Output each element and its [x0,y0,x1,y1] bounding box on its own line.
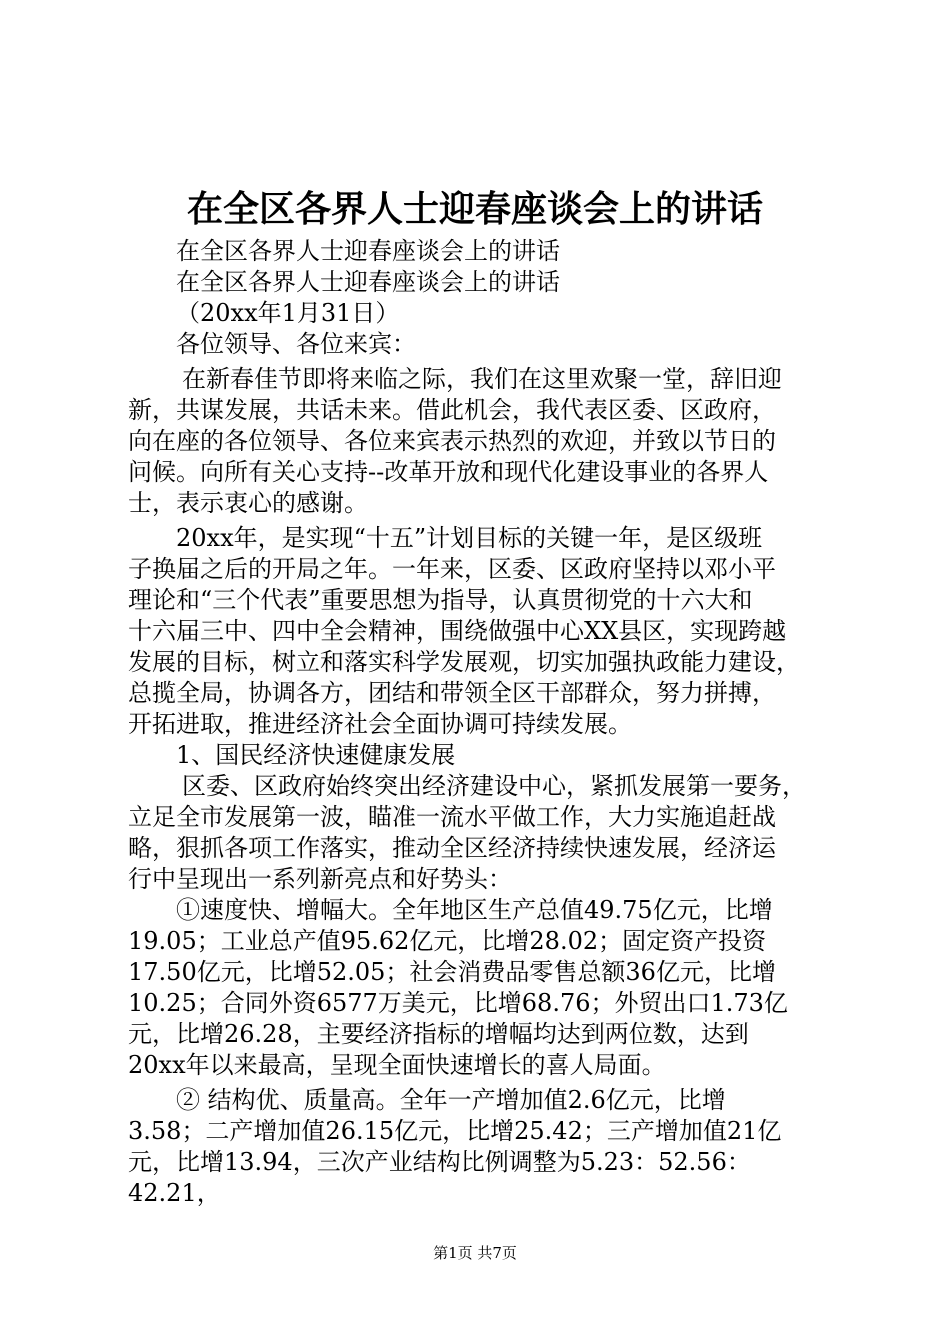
paragraph-line: ①速度快、增幅大。全年地区生产总值49.75亿元，比增 [176,896,773,924]
paragraph-line: 新，共谋发展，共话未来。借此机会，我代表区委、区政府， [128,396,776,424]
date-line: （20xx年1月31日） [176,299,400,327]
section-heading: 1、国民经济快速健康发展 [176,741,456,769]
paragraph-line: 17.50亿元，比增52.05；社会消费品零售总额36亿元，比增 [128,958,776,986]
paragraph-line: 3.58；二产增加值26.15亿元，比增25.42；三产增加值21亿 [128,1117,782,1145]
paragraph-line: 开拓进取，推进经济社会全面协调可持续发展。 [128,710,632,738]
paragraph-line: 元，比增13.94，三次产业结构比例调整为5.23：52.56： [128,1148,751,1176]
paragraph-line: 理论和“三个代表”重要思想为指导，认真贯彻党的十六大和 [128,586,753,614]
paragraph-line: 略，狠抓各项工作落实，推动全区经济持续快速发展，经济运 [128,834,776,862]
paragraph-line: 区委、区政府始终突出经济建设中心，紧抓发展第一要务， [182,772,806,800]
paragraph-line: 10.25；合同外资6577万美元，比增68.76；外贸出口1.73亿 [128,989,788,1017]
paragraph-line: 20xx年以来最高，呈现全面快速增长的喜人局面。 [128,1051,666,1079]
paragraph-line: 十六届三中、四中全会精神，围绕做强中心XX县区，实现跨越 [128,617,787,645]
paragraph-line: 问候。向所有关心支持--改革开放和现代化建设事业的各界人 [128,458,769,486]
paragraph-line: 20xx年，是实现“十五”计划目标的关键一年，是区级班 [176,524,763,552]
paragraph-line: 发展的目标，树立和落实科学发展观，切实加强执政能力建设， [128,648,800,676]
document-title: 在全区各界人士迎春座谈会上的讲话 [186,188,763,230]
subtitle-line-1: 在全区各界人士迎春座谈会上的讲话 [176,237,560,265]
paragraph-line: 立足全市发展第一波，瞄准一流水平做工作，大力实施追赶战 [128,803,776,831]
paragraph-line: ② 结构优、质量高。全年一产增加值2.6亿元，比增 [176,1086,726,1114]
paragraph-line: 19.05；工业总产值95.62亿元，比增28.02；固定资产投资 [128,927,767,955]
salutation-line: 各位领导、各位来宾： [176,330,416,358]
paragraph-line: 42.21， [128,1179,221,1207]
paragraph-line: 士，表示衷心的感谢。 [128,489,368,517]
paragraph-line: 行中呈现出一系列新亮点和好势头： [128,865,512,893]
paragraph-line: 向在座的各位领导、各位来宾表示热烈的欢迎，并致以节日的 [128,427,776,455]
paragraph-line: 子换届之后的开局之年。一年来，区委、区政府坚持以邓小平 [128,555,776,583]
paragraph-line: 在新春佳节即将来临之际，我们在这里欢聚一堂，辞旧迎 [182,365,782,393]
paragraph-line: 总揽全局，协调各方，团结和带领全区干部群众，努力拼搏， [128,679,776,707]
page-footer: 第1页 共7页 [433,1244,517,1262]
subtitle-line-2: 在全区各界人士迎春座谈会上的讲话 [176,268,560,296]
document-body [128,236,834,1209]
paragraph-line: 元，比增26.28，主要经济指标的增幅均达到两位数，达到 [128,1020,749,1048]
